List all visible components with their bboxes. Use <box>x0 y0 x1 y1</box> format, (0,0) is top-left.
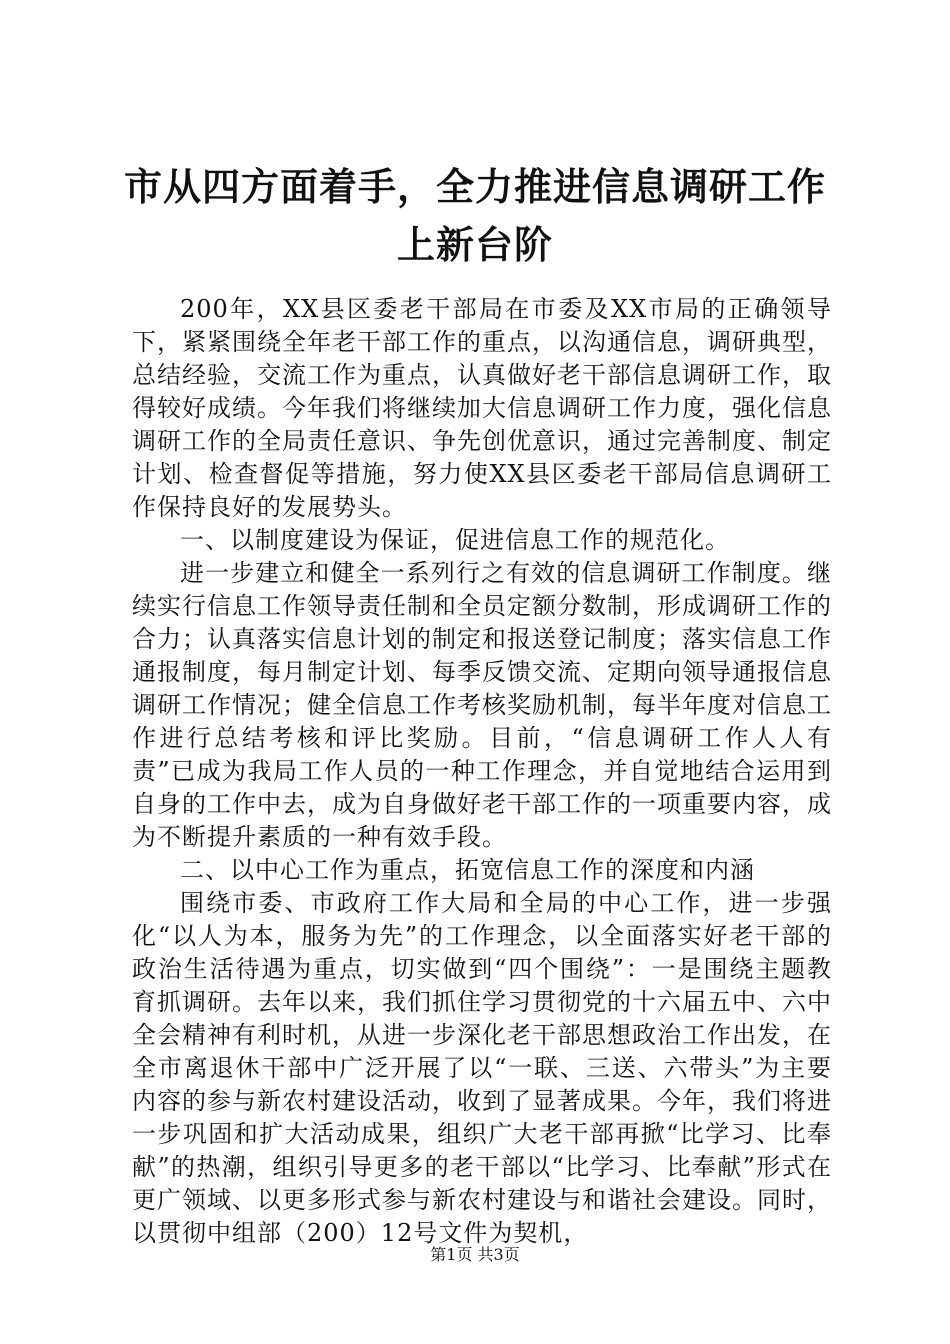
section-heading-1: 一、以制度建设为保证，促进信息工作的规范化。 <box>180 526 730 554</box>
paragraph-intro: 200年，XX县区委老干部局在市委及XX市局的正确领导下，紧紧围绕全年老干部工作的重点，以沟通信息，调研典型，总结经验，交流工作为重点，认真做好老干部信息调研工作，取得较好成绩。今年我们将继续加大信息调研工作力度，强化信息调研工作的全局责任意识、争先创优意识，通过完善制度、制定计划、检查督促等措施，努力使XX县区委老干部局信息调研工作保持良好的发展势头。 <box>132 295 832 521</box>
page-footer: 第1页 共3页 <box>430 1245 520 1264</box>
paragraph-section-1: 进一步建立和健全一系列行之有效的信息调研工作制度。继续实行信息工作领导责任制和全员定额分数制，形成调研工作的合力；认真落实信息计划的制定和报送登记制度；落实信息工作通报制度，每月制定计划、每季反馈交流、定期向领导通报信息调研工作情况；健全信息工作考核奖励机制，每半年度对信息工作进行总结考核和评比奖励。目前，“信息调研工作人人有责”已成为我局工作人员的一种工作理念，并自觉地结合运用到自身的工作中去，成为自身做好老干部工作的一项重要内容，成为不断提升素质的一种有效手段。 <box>132 559 832 851</box>
document-title: 市从四方面着手，全力推进信息调研工作上新台阶 <box>123 165 826 267</box>
document-body <box>132 293 832 1250</box>
paragraph-section-2: 围绕市委、市政府工作大局和全局的中心工作，进一步强化“以人为本，服务为先”的工作理念，以全面落实好老干部的政治生活待遇为重点，切实做到“四个围绕”：一是围绕主题教育抓调研。去年以来，我们抓住学习贯彻党的十六届五中、六中全会精神有利时机，从进一步深化老干部思想政治工作出发，在全市离退休干部中广泛开展了以“一联、三送、六带头”为主要内容的参与新农村建设活动，收到了显著成果。今年，我们将进一步巩固和扩大活动成果，组织广大老干部再掀“比学习、比奉献”的热潮，组织引导更多的老干部以“比学习、比奉献”形式在更广领域、以更多形式参与新农村建设与和谐社会建设。同时，以贯彻中组部（200）12号文件为契机， <box>132 889 832 1247</box>
section-heading-2: 二、以中心工作为重点，拓宽信息工作的深度和内涵 <box>180 856 755 884</box>
